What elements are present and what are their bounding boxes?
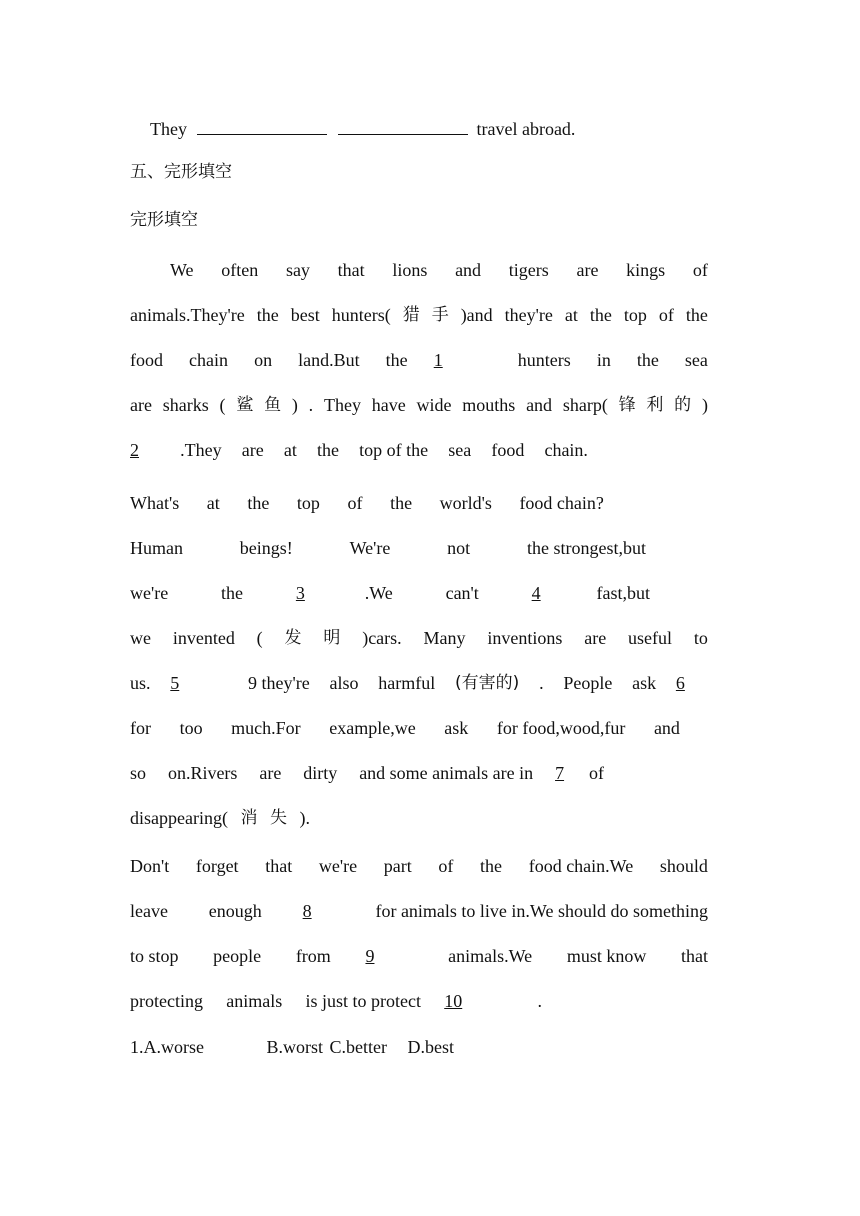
passage-word: Many [423, 628, 466, 648]
passage-word: the [385, 350, 408, 370]
passage-word: the [480, 856, 503, 876]
passage-word: for animals to live in.We should do something [375, 901, 708, 921]
passage-word: ) [701, 395, 708, 415]
passage-word: forget [195, 856, 239, 876]
passage-word: of [588, 763, 604, 783]
passage-word: should [659, 856, 708, 876]
passage-word: food [130, 350, 163, 370]
passage-word: They [323, 395, 361, 415]
passage-word: have [371, 395, 406, 415]
passage-word: and [455, 260, 482, 280]
passage-word: that [680, 946, 708, 966]
passage-word: . [308, 395, 314, 415]
passage-line [130, 761, 604, 785]
translation-answer-line: They travel abroad. [150, 116, 575, 141]
passage-word: not [447, 538, 471, 558]
passage-word: .We [364, 583, 393, 603]
passage-word: lions [392, 260, 428, 280]
subheading: 完形填空 [130, 210, 198, 230]
passage-word: Human [130, 538, 183, 558]
passage-word: to stop [130, 946, 179, 966]
passage-word: and [526, 395, 553, 415]
passage-line [130, 581, 650, 605]
question-1: 1.A.worse B.worst C.better D.best [130, 1037, 454, 1057]
passage-word: often [221, 260, 259, 280]
passage-word: and [653, 718, 680, 738]
passage-word: at [206, 493, 220, 513]
passage-line [170, 258, 708, 282]
passage-word: sea [684, 350, 708, 370]
passage-word: top [296, 493, 320, 513]
passage-word: 鱼 [264, 395, 282, 415]
cloze-blank[interactable]: 10 [444, 991, 463, 1011]
passage-word: sharp( [562, 395, 608, 415]
passage-word: 发 [284, 628, 302, 648]
passage-word: 的 [674, 395, 692, 415]
passage-word: sea [448, 440, 472, 460]
passage-word: animals [226, 991, 283, 1011]
passage-word: kings [626, 260, 666, 280]
passage-line [130, 393, 708, 417]
passage-word: We [170, 260, 194, 280]
passage-word: food [491, 440, 525, 460]
passage-word: chain. [544, 440, 588, 460]
passage-word: useful [628, 628, 673, 648]
passage-word: in [596, 350, 611, 370]
passage-word: that [265, 856, 293, 876]
answer-blank-2[interactable] [338, 116, 468, 135]
passage-word: are [584, 628, 607, 648]
passage-word: at [283, 440, 297, 460]
passage-word: disappearing( [130, 808, 228, 828]
passage-word: top of the [359, 440, 429, 460]
passage-word: . [537, 991, 542, 1011]
passage-word: . [539, 673, 544, 693]
passage-line [130, 671, 686, 695]
passage-word: animals.We [448, 946, 533, 966]
passage-word: We're [349, 538, 391, 558]
passage-word: are [259, 763, 282, 783]
answer-blank-1[interactable] [197, 116, 327, 135]
cloze-blank[interactable]: 2 [130, 440, 139, 460]
passage-word: they're [504, 305, 553, 325]
cloze-blank[interactable]: 9 [365, 946, 375, 966]
passage-line [130, 348, 708, 372]
passage-word: hunters( [331, 305, 391, 325]
passage-word: .They [180, 440, 222, 460]
passage-word: ask [632, 673, 657, 693]
passage-word: food chain.We [528, 856, 634, 876]
passage-line [130, 716, 680, 740]
passage-word: can't [445, 583, 479, 603]
passage-word: 消 [240, 808, 258, 828]
section-heading: 五、完形填空 [130, 162, 232, 182]
passage-line [130, 536, 646, 560]
passage-word: the [247, 493, 270, 513]
passage-word: best [290, 305, 320, 325]
passage-word: we're [318, 856, 358, 876]
passage-word: of [692, 260, 708, 280]
option-c[interactable]: C.better [329, 1037, 387, 1057]
passage-word: What's [130, 493, 180, 513]
passage-word: the [685, 305, 708, 325]
passage-word: world's [439, 493, 492, 513]
passage-word: 猎 [402, 305, 420, 325]
passage-word: food chain? [519, 493, 604, 513]
passage-word: for [130, 718, 151, 738]
passage-word: are [130, 395, 152, 415]
passage-word: much.For [231, 718, 301, 738]
passage-word: ). [299, 808, 310, 828]
passage-word: (有害的) [455, 673, 520, 693]
passage-word: 明 [323, 628, 341, 648]
passage-line [130, 303, 708, 327]
passage-line [130, 491, 604, 515]
passage-word: invented [172, 628, 235, 648]
passage-word: dirty [303, 763, 338, 783]
passage-word: )cars. [362, 628, 402, 648]
passage-line [130, 944, 708, 968]
passage-line [130, 806, 310, 830]
passage-word: 鲨 [236, 395, 254, 415]
passage-line [130, 899, 708, 923]
passage-word: fast,but [596, 583, 650, 603]
passage-line [130, 854, 708, 878]
option-b[interactable]: B.worst [266, 1037, 324, 1057]
passage-word: the [589, 305, 612, 325]
passage-word: are [241, 440, 264, 460]
passage-line [130, 626, 708, 650]
cloze-blank[interactable]: 5 [170, 673, 180, 693]
passage-word: the strongest,but [526, 538, 646, 558]
passage-word: animals.They're [130, 305, 245, 325]
passage-word: enough [208, 901, 262, 921]
passage-word: beings! [239, 538, 293, 558]
passage-word: inventions [487, 628, 563, 648]
passage-word: chain [189, 350, 229, 370]
passage-word: wide [416, 395, 452, 415]
cloze-blank[interactable]: 3 [295, 583, 305, 603]
passage-word: at [564, 305, 578, 325]
passage-word: harmful [378, 673, 436, 693]
passage-word: the [316, 440, 339, 460]
passage-word: so [130, 763, 147, 783]
passage-word: 手 [431, 305, 449, 325]
passage-word: we're [130, 583, 169, 603]
passage-word: mouths [462, 395, 516, 415]
passage-word: 9 they're [248, 673, 310, 693]
passage-word: )and [460, 305, 493, 325]
passage-word: that [337, 260, 365, 280]
passage-word: are [576, 260, 599, 280]
option-d[interactable]: D.best [407, 1037, 454, 1057]
passage-word: leave [130, 901, 168, 921]
passage-word: 锋 [618, 395, 636, 415]
passage-word: the [256, 305, 279, 325]
cloze-blank[interactable]: 4 [531, 583, 541, 603]
passage-word: sharks [162, 395, 209, 415]
passage-word: and some animals are in [359, 763, 534, 783]
passage-word: on [254, 350, 273, 370]
passage-word: 利 [646, 395, 664, 415]
passage-word: is just to protect [305, 991, 421, 1011]
passage-word: from [295, 946, 331, 966]
passage-word: part [383, 856, 412, 876]
passage-word: the [221, 583, 244, 603]
passage-word: 失 [269, 808, 287, 828]
passage-word: ( [219, 395, 226, 415]
passage-word: must know [566, 946, 647, 966]
option-a[interactable]: A.worse [143, 1037, 204, 1057]
passage-word: Don't [130, 856, 170, 876]
passage-line [130, 438, 588, 462]
passage-word: the [636, 350, 659, 370]
passage-word: for food,wood,fur [496, 718, 626, 738]
passage-word: of [347, 493, 363, 513]
passage-line [130, 989, 542, 1013]
passage-word: example,we [329, 718, 416, 738]
cloze-blank[interactable]: 1 [433, 350, 443, 370]
passage-word: top [623, 305, 647, 325]
passage-word: also [329, 673, 359, 693]
passage-word: too [179, 718, 203, 738]
cloze-blank[interactable]: 6 [675, 673, 685, 693]
passage-word: say [285, 260, 310, 280]
passage-word: tigers [508, 260, 549, 280]
passage-word: of [658, 305, 674, 325]
passage-word: protecting [130, 991, 203, 1011]
passage-word: ( [256, 628, 263, 648]
passage-word: ) [291, 395, 298, 415]
passage-word: hunters [517, 350, 571, 370]
passage-word: of [438, 856, 454, 876]
cloze-blank[interactable]: 8 [302, 901, 312, 921]
cloze-blank[interactable]: 7 [555, 763, 565, 783]
passage-word: us. [130, 673, 151, 693]
passage-word: people [213, 946, 262, 966]
passage-word: we [130, 628, 151, 648]
passage-word: to [693, 628, 708, 648]
passage-word: People [563, 673, 613, 693]
passage-word: the [390, 493, 413, 513]
passage-word: ask [444, 718, 469, 738]
passage-word: on.Rivers [167, 763, 238, 783]
passage-word: land.But [298, 350, 360, 370]
